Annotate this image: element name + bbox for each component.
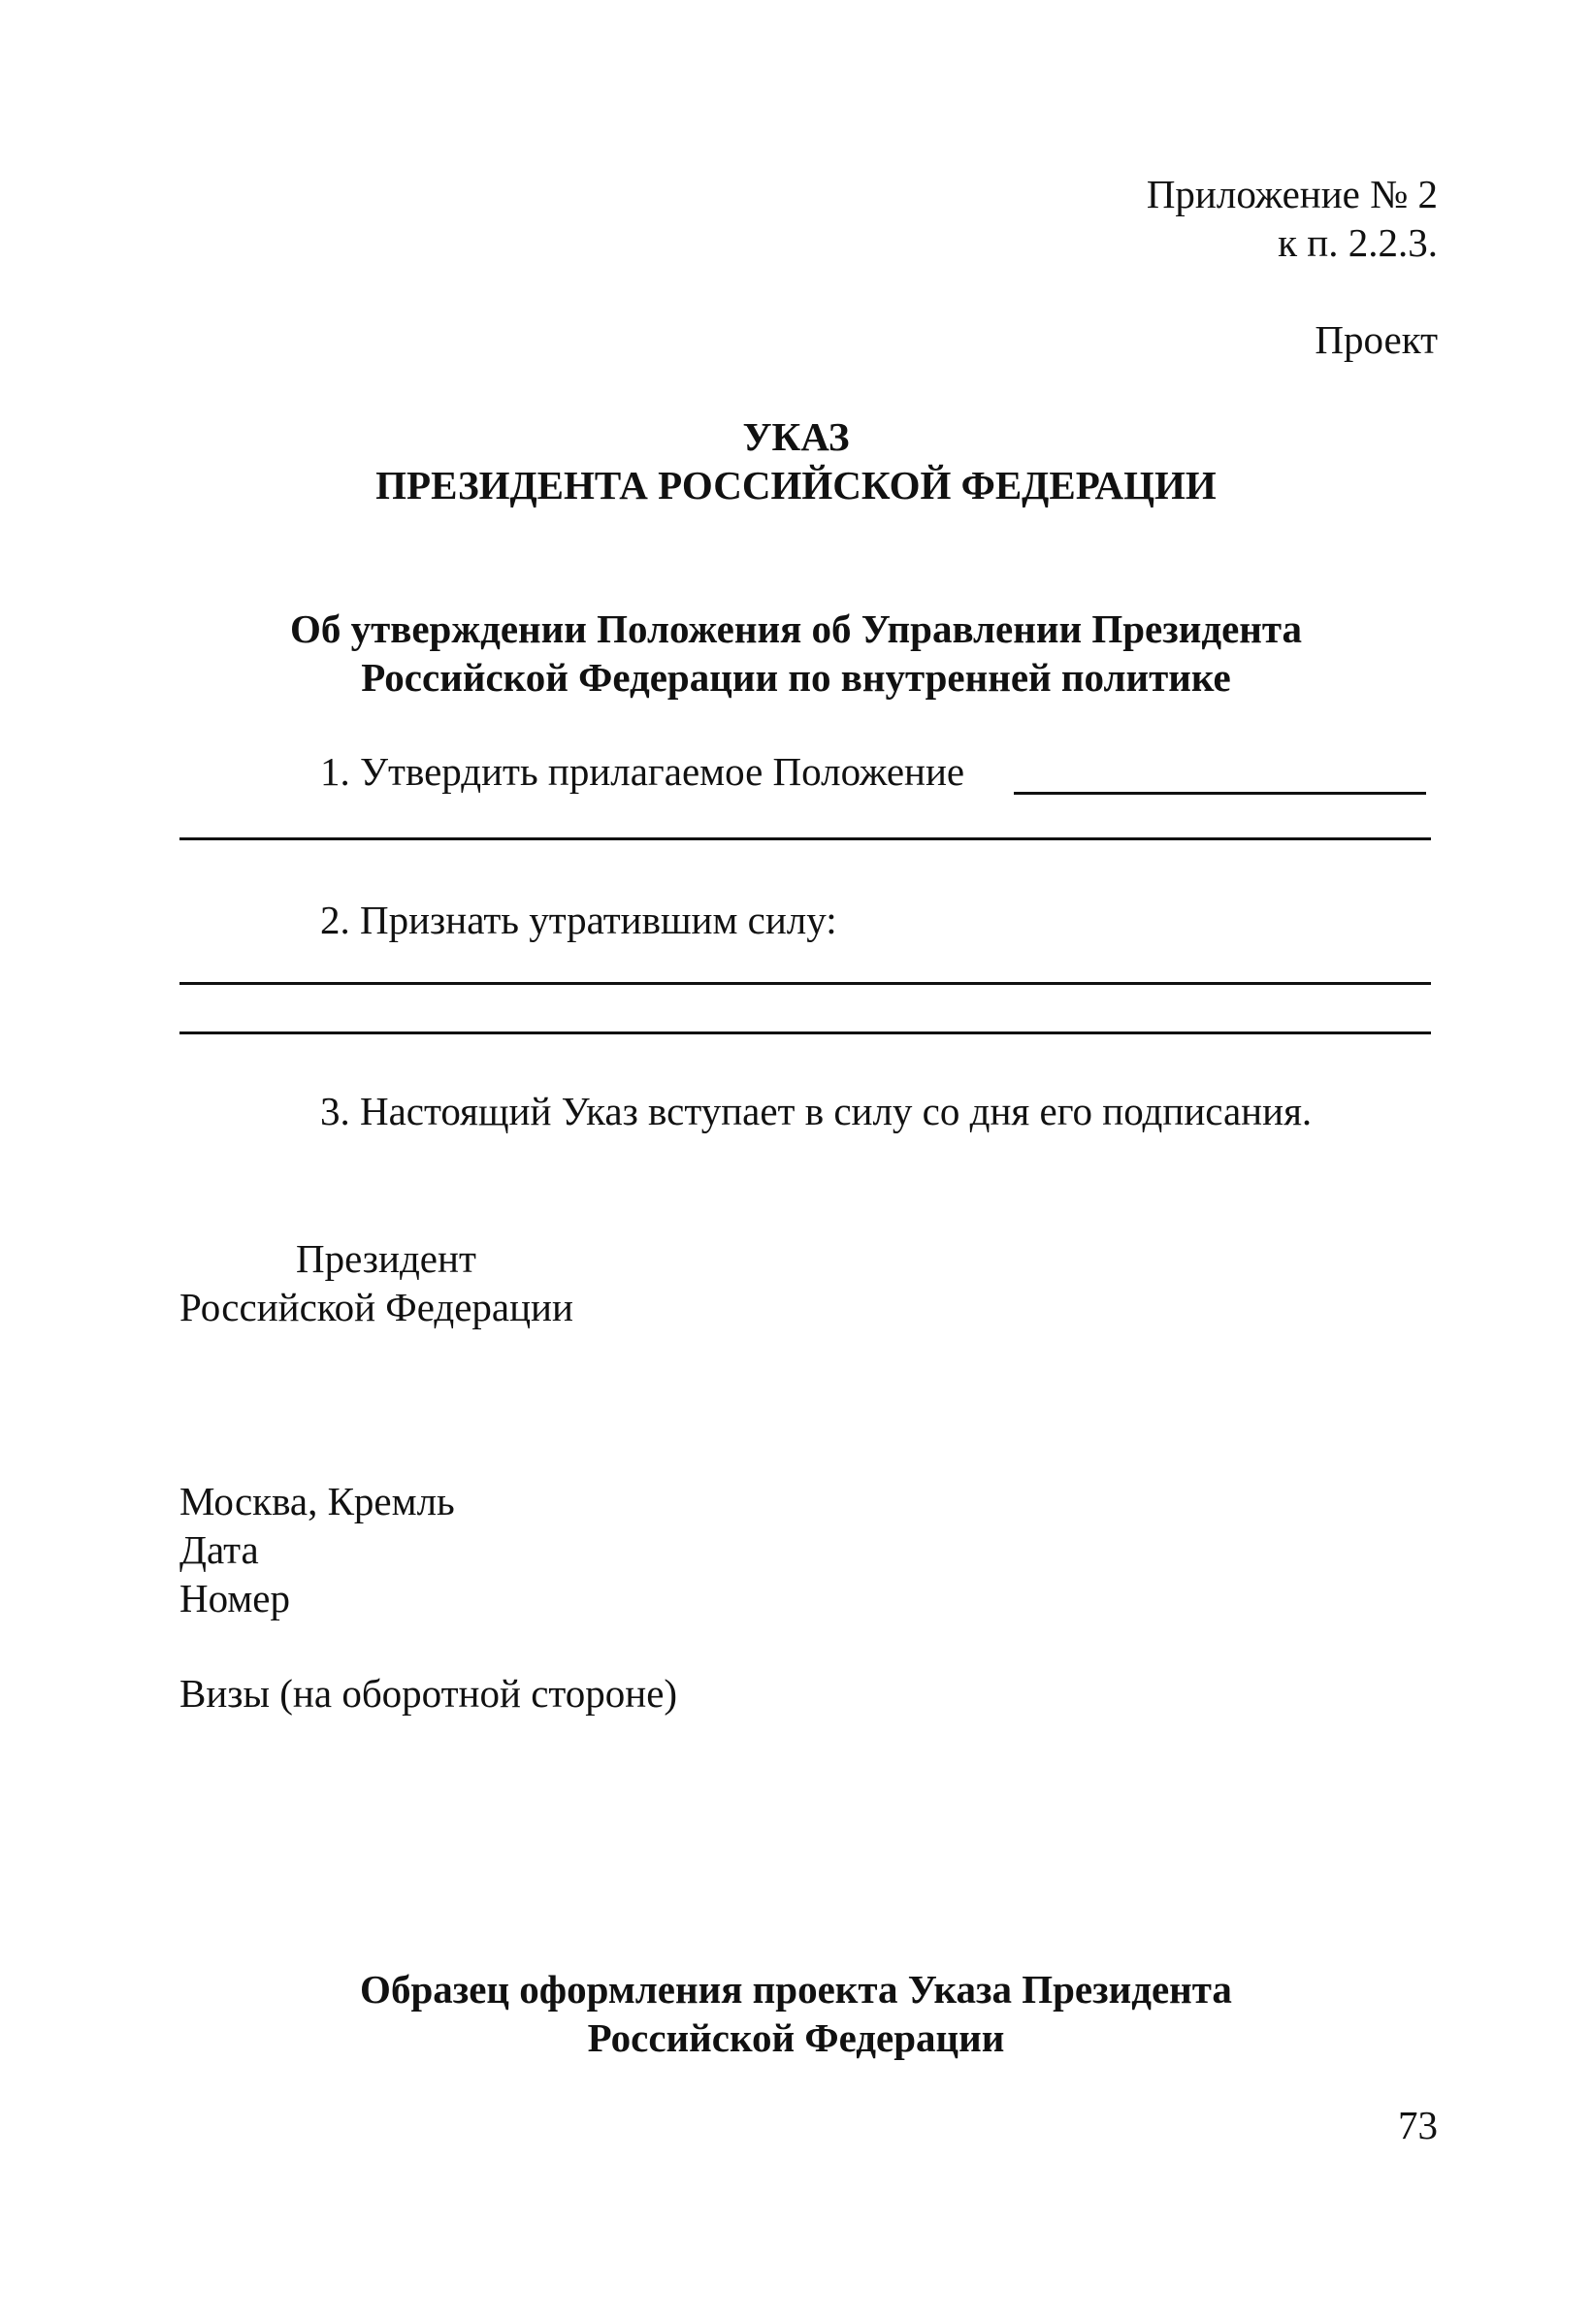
signature-title: Президент [296, 1236, 476, 1281]
signature-country: Российской Федерации [179, 1285, 573, 1329]
decree-title: УКАЗ [742, 414, 850, 459]
decree-issuer: ПРЕЗИДЕНТА РОССИЙСКОЙ ФЕДЕРАЦИИ [375, 463, 1217, 507]
fill-in-line [179, 837, 1431, 840]
item-3: 3. Настоящий Указ вступает в силу со дня его подписания. [320, 1089, 1313, 1133]
decree-subject-line2: Российской Федерации по внутренней политике [361, 655, 1231, 700]
fill-in-line [179, 1031, 1431, 1034]
place-location: Москва, Кремль [179, 1479, 455, 1523]
item-2: 2. Признать утратившим силу: [320, 898, 837, 942]
caption-line1: Образец оформления проекта Указа Президента [360, 1967, 1232, 2012]
appendix-label: Приложение № 2 [1146, 172, 1438, 216]
clause-reference: к п. 2.2.3. [1278, 220, 1438, 265]
number-label: Номер [179, 1576, 290, 1620]
page-number: 73 [1398, 2103, 1438, 2147]
date-label: Дата [179, 1527, 259, 1572]
caption-line2: Российской Федерации [587, 2015, 1005, 2060]
item-1: 1. Утвердить прилагаемое Положение [320, 749, 965, 794]
visas-note: Визы (на оборотной стороне) [179, 1671, 678, 1716]
decree-subject-line1: Об утверждении Положения об Управлении Президента [289, 606, 1303, 651]
draft-label: Проект [1315, 317, 1438, 362]
fill-in-line [1014, 792, 1426, 795]
fill-in-line [179, 982, 1431, 985]
